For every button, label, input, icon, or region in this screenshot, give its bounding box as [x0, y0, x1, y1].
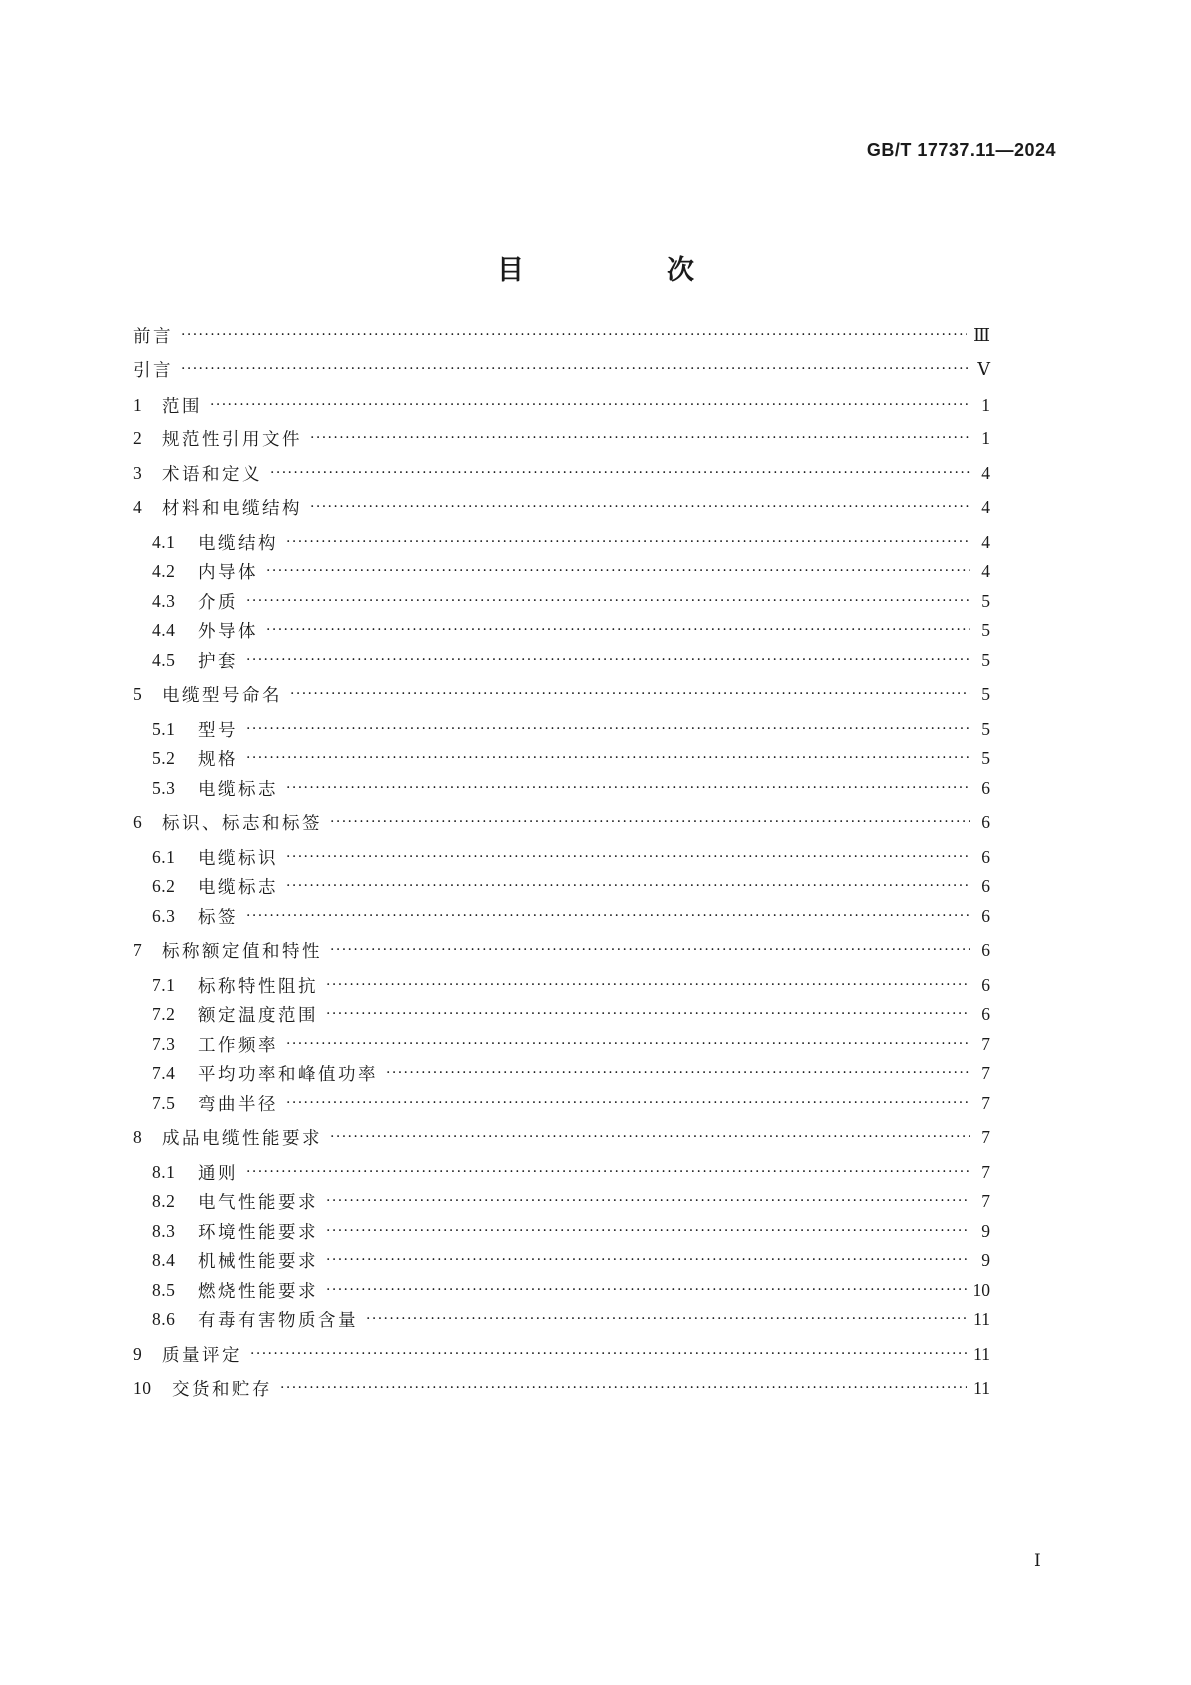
- toc-entry-label: 标称额定值和特性: [162, 941, 322, 962]
- toc-entry-page: 4: [981, 560, 990, 581]
- toc-leader-dots: [286, 878, 970, 894]
- toc-entry-number: 6: [133, 811, 143, 832]
- toc-entry-number: 4.4: [152, 619, 176, 640]
- toc-entry-number: 8: [133, 1126, 143, 1147]
- toc-entry-label: 工作频率: [198, 1035, 278, 1056]
- toc-leader-dots: [286, 780, 970, 796]
- toc-entry-page: 6: [981, 905, 990, 926]
- toc-entry-label: 交货和贮存: [172, 1379, 272, 1400]
- toc-leader-dots: [290, 686, 970, 702]
- toc-entry[interactable]: [152, 1278, 990, 1302]
- toc-entry-label: 电缆标志: [198, 877, 278, 898]
- toc-entry-number: 4: [133, 496, 143, 517]
- page-number: Ⅰ: [1034, 1551, 1041, 1570]
- toc-entry[interactable]: [133, 495, 990, 519]
- toc-leader-dots: [181, 361, 970, 377]
- toc-entry-page: 4: [981, 462, 990, 483]
- toc-entry[interactable]: [152, 1307, 990, 1331]
- toc-entry-number: 8.5: [152, 1279, 176, 1300]
- toc-entry[interactable]: [152, 589, 990, 613]
- toc-entry[interactable]: [133, 810, 990, 834]
- toc-entry-page: 7: [981, 1062, 990, 1083]
- toc-entry-label: 电缆标识: [198, 848, 278, 869]
- toc-entry-page: 6: [981, 939, 990, 960]
- toc-entry-number: 2: [133, 427, 143, 448]
- toc-entry[interactable]: [152, 1189, 990, 1213]
- toc-entry-label: 内导体: [198, 562, 258, 583]
- toc-leader-dots: [250, 1346, 967, 1362]
- toc-entry-number: 8.4: [152, 1249, 176, 1270]
- toc-entry-page: 1: [981, 394, 990, 415]
- toc-leader-dots: [386, 1065, 970, 1081]
- toc-entry-page: 7: [981, 1126, 990, 1147]
- toc-entry-number: 8.2: [152, 1190, 176, 1211]
- toc-entry[interactable]: [133, 393, 990, 417]
- toc-entry-page: 11: [973, 1308, 990, 1329]
- toc-entry[interactable]: [133, 938, 990, 962]
- toc-entry-page: 7: [981, 1092, 990, 1113]
- toc-entry-label: 平均功率和峰值功率: [198, 1064, 378, 1085]
- toc-leader-dots: [326, 1006, 970, 1022]
- toc-entry[interactable]: [152, 1219, 990, 1243]
- toc-leader-dots: [286, 534, 970, 550]
- toc-entry[interactable]: [152, 530, 990, 554]
- toc-leader-dots: [266, 563, 970, 579]
- toc-entry-number: 8.1: [152, 1161, 176, 1182]
- toc-leader-dots: [286, 849, 970, 865]
- toc-entry-number: 6.1: [152, 846, 176, 867]
- toc-entry-label: 引言: [133, 360, 173, 381]
- toc-entry-page: 6: [981, 974, 990, 995]
- toc-entry[interactable]: [133, 1342, 990, 1366]
- toc-entry-page: 5: [981, 590, 990, 611]
- toc-entry-label: 质量评定: [162, 1345, 242, 1366]
- toc-entry-label: 环境性能要求: [198, 1222, 318, 1243]
- toc-entry-number: 9: [133, 1343, 143, 1364]
- toc-entry[interactable]: [152, 1032, 990, 1056]
- toc-entry-label: 介质: [198, 592, 238, 613]
- toc-entry-number: 8.6: [152, 1308, 176, 1329]
- toc-leader-dots: [246, 750, 970, 766]
- toc-entry-label: 弯曲半径: [198, 1094, 278, 1115]
- toc-entry[interactable]: [133, 1125, 990, 1149]
- toc-entry-page: 10: [972, 1279, 990, 1300]
- toc-entry-label: 规格: [198, 749, 238, 770]
- toc-entry-page: 6: [981, 811, 990, 832]
- toc-entry-page: 11: [973, 1377, 990, 1398]
- toc-entry-label: 材料和电缆结构: [162, 498, 302, 519]
- toc-entry-page: 6: [981, 846, 990, 867]
- toc-entry-number: 3: [133, 462, 143, 483]
- toc-entry-page: 5: [981, 747, 990, 768]
- toc-entry[interactable]: [152, 1002, 990, 1026]
- toc-entry-number: 5.1: [152, 718, 176, 739]
- toc-entry-label: 型号: [198, 720, 238, 741]
- toc-leader-dots: [326, 1193, 970, 1209]
- toc-leader-dots: [280, 1380, 967, 1396]
- toc-entry-label: 成品电缆性能要求: [162, 1128, 322, 1149]
- page-title: 目 次: [497, 255, 752, 286]
- toc-leader-dots: [326, 1282, 967, 1298]
- toc-leader-dots: [266, 622, 970, 638]
- toc-entry-page: 5: [981, 619, 990, 640]
- toc-leader-dots: [366, 1311, 967, 1327]
- toc-entry[interactable]: [152, 1160, 990, 1184]
- toc-entry-page: 6: [981, 1003, 990, 1024]
- toc-entry[interactable]: [152, 904, 990, 928]
- toc-entry-label: 标签: [198, 907, 238, 928]
- toc-leader-dots: [310, 499, 970, 515]
- toc-entry[interactable]: [152, 776, 990, 800]
- toc-entry[interactable]: [133, 323, 990, 347]
- toc-entry-page: 5: [981, 683, 990, 704]
- toc-entry-page: 4: [981, 531, 990, 552]
- toc-entry-number: 5.3: [152, 777, 176, 798]
- toc-entry-label: 额定温度范围: [198, 1005, 318, 1026]
- toc-entry-label: 术语和定义: [162, 464, 262, 485]
- toc-entry[interactable]: [133, 682, 990, 706]
- toc-entry-page: 7: [981, 1161, 990, 1182]
- toc-entry-number: 7: [133, 939, 143, 960]
- toc-leader-dots: [246, 908, 970, 924]
- toc-entry[interactable]: [152, 973, 990, 997]
- toc-leader-dots: [210, 397, 970, 413]
- toc-entry-page: 7: [981, 1033, 990, 1054]
- toc-entry-label: 护套: [198, 651, 238, 672]
- toc-entry-number: 5: [133, 683, 143, 704]
- toc-leader-dots: [330, 1129, 970, 1145]
- toc-entry-page: 5: [981, 649, 990, 670]
- toc-leader-dots: [286, 1095, 970, 1111]
- toc-leader-dots: [246, 1164, 970, 1180]
- toc-entry-number: 4.1: [152, 531, 176, 552]
- toc-entry-label: 范围: [162, 396, 202, 417]
- toc-entry[interactable]: [152, 618, 990, 642]
- toc-entry-page: Ⅲ: [973, 324, 990, 345]
- toc-entry-page: 9: [981, 1249, 990, 1270]
- toc-entry[interactable]: [152, 746, 990, 770]
- toc-entry-number: 7.3: [152, 1033, 176, 1054]
- toc-entry-label: 电缆结构: [198, 533, 278, 554]
- toc-leader-dots: [330, 942, 970, 958]
- toc-entry-number: 7.2: [152, 1003, 176, 1024]
- toc-entry[interactable]: [152, 1248, 990, 1272]
- toc-entry-page: 11: [973, 1343, 990, 1364]
- toc-leader-dots: [310, 430, 970, 446]
- toc-leader-dots: [246, 721, 970, 737]
- toc-entry-label: 电缆型号命名: [162, 685, 282, 706]
- toc-entry-number: 10: [133, 1377, 152, 1398]
- toc-entry[interactable]: [152, 648, 990, 672]
- toc-entry-number: 4.5: [152, 649, 176, 670]
- toc-entry-page: 7: [981, 1190, 990, 1211]
- toc-entry-label: 标称特性阻抗: [198, 976, 318, 997]
- toc-entry-number: 7.4: [152, 1062, 176, 1083]
- toc-entry-number: 4.3: [152, 590, 176, 611]
- toc-entry[interactable]: [152, 1061, 990, 1085]
- toc-entry-number: 7.1: [152, 974, 176, 995]
- toc-entry-label: 外导体: [198, 621, 258, 642]
- toc-leader-dots: [181, 327, 967, 343]
- toc-entry-number: 7.5: [152, 1092, 176, 1113]
- toc-entry[interactable]: [152, 845, 990, 869]
- toc-entry-number: 6.3: [152, 905, 176, 926]
- toc-leader-dots: [246, 593, 970, 609]
- toc-entry[interactable]: [152, 559, 990, 583]
- toc-entry-number: 6.2: [152, 875, 176, 896]
- toc-entry-label: 机械性能要求: [198, 1251, 318, 1272]
- toc-leader-dots: [330, 814, 970, 830]
- toc-entry-number: 5.2: [152, 747, 176, 768]
- toc-entry-label: 有毒有害物质含量: [198, 1310, 358, 1331]
- toc-entry-number: 8.3: [152, 1220, 176, 1241]
- toc-entry-label: 燃烧性能要求: [198, 1281, 318, 1302]
- toc-entry-page: 5: [981, 718, 990, 739]
- toc-leader-dots: [326, 977, 970, 993]
- toc-entry-page: 9: [981, 1220, 990, 1241]
- toc-entry[interactable]: [133, 426, 990, 450]
- toc-entry-label: 标识、标志和标签: [162, 813, 322, 834]
- toc-entry-page: 6: [981, 777, 990, 798]
- toc-entry-number: 4.2: [152, 560, 176, 581]
- toc-entry-label: 电气性能要求: [198, 1192, 318, 1213]
- toc-entry[interactable]: [133, 357, 990, 381]
- toc-entry-number: 1: [133, 394, 143, 415]
- toc-leader-dots: [326, 1223, 970, 1239]
- toc-entry-page: 6: [981, 875, 990, 896]
- toc-leader-dots: [270, 465, 970, 481]
- toc-entry-page: Ⅴ: [977, 358, 990, 379]
- toc-entry[interactable]: [152, 1091, 990, 1115]
- toc-entry-label: 规范性引用文件: [162, 429, 302, 450]
- toc-entry[interactable]: [133, 1376, 990, 1400]
- toc-entry-label: 电缆标志: [198, 779, 278, 800]
- toc-leader-dots: [246, 652, 970, 668]
- toc-entry[interactable]: [152, 717, 990, 741]
- toc-entry[interactable]: [133, 461, 990, 485]
- toc-entry[interactable]: [152, 874, 990, 898]
- toc-entry-label: 通则: [198, 1163, 238, 1184]
- toc-leader-dots: [286, 1036, 970, 1052]
- toc-leader-dots: [326, 1252, 970, 1268]
- standard-code: GB/T 17737.11—2024: [866, 140, 1056, 160]
- toc-entry-page: 1: [981, 427, 990, 448]
- toc-entry-page: 4: [981, 496, 990, 517]
- toc-entry-label: 前言: [133, 326, 173, 347]
